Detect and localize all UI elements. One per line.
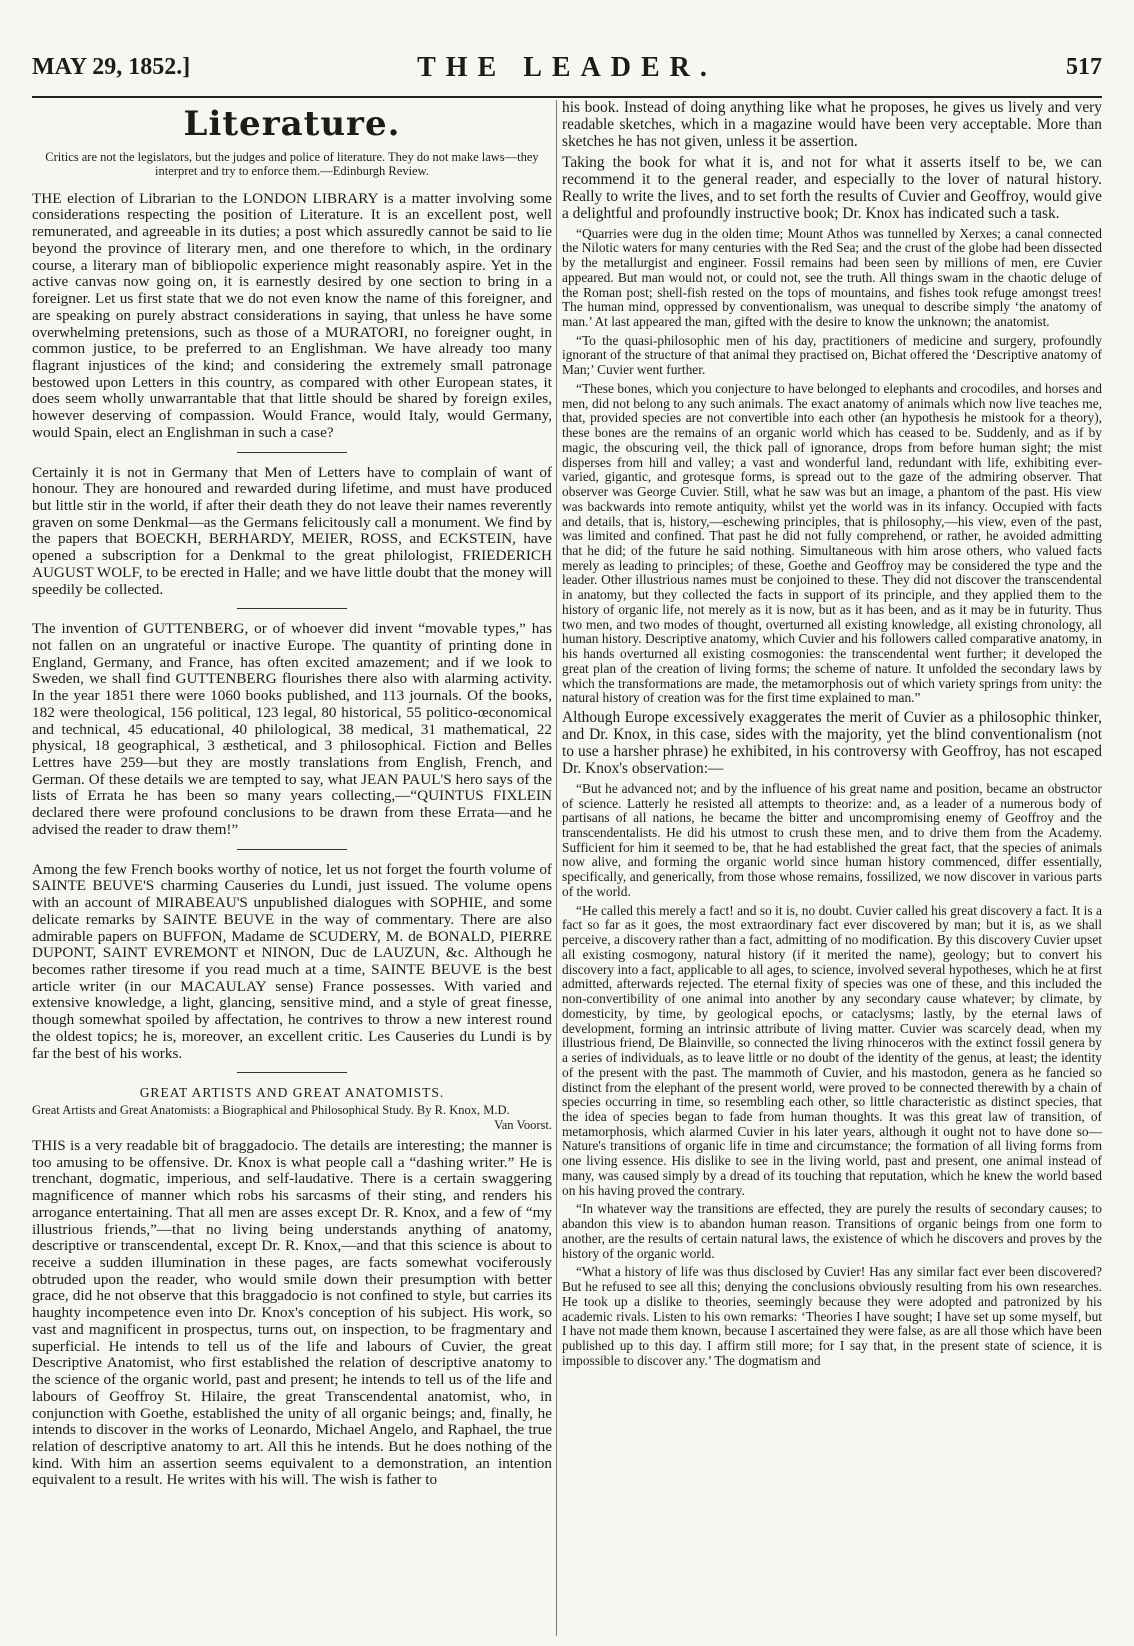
page-number: 517 — [1066, 54, 1102, 80]
right-column — [562, 100, 1102, 1636]
section-title: Literature. — [183, 104, 401, 144]
quotation-paragraph: “Quarries were dug in the olden time; Mount Athos was tunnelled by Xerxes; a canal connected the Nilotic waters for many centuries with the Red Sea; and the crust of the globe had been dissected by the metallurgist and engineer. Fossil remains had been seen by millions of men, ere Cuvier appeared. But man would not, or could not, see the truth. All things swam in the chaotic deluge of the Roman post; shell-fish rested on the tops of mountains, and fishes took refuge amongst trees! The human mind, oppressed by conventionalism, was unequal to describe simply ‘the anatomy of man.’ At last appeared the man, gifted with the desire to know the unknown; the anatomist. — [562, 225, 1102, 329]
quotation-paragraph: “These bones, which you conjecture to have belonged to elephants and crocodiles, and horses and men, did not belong to any such animals. The exact anatomy of animals which now live teaches me, that, provided species are not convertible into each other (an hypothesis he mistook for a theory), these bones are the remains of an organic world which has ceased to be. Suddenly, and as if by magic, the obscuring veil, the thick pall of ignorance, drops from before human sight; the mist disperses from hill and valley; a vast and wonderful land, redundant with life, exhibiting ever-varied, gigantic, and grotesque forms, is spread out to the gaze of the admiring observer. That observer was George Cuvier. Still, what he saw was but an image, a phantom of the past. His view was backwards into remote antiquity, whilst yet the world was in its infancy. Occupied with facts and details, that is, history,—eschewing principles, that is philosophy,—his view, even of the past, was limited and confined. That past he did not fully comprehend, or rather, he avoided admitting that he did; of the future he said nothing. Simultaneous with him arose others, who valued facts merely as leading to principles; of these, Goethe and Geoffroy may be considered the type and the leader. Other illustrious names must be conjoined to these. They did not discover the transcendental in anatomy, but they collected the facts in support of its principle, and they applied them to the history of organic life, not merely as it is now, but as it has been, and as it may be in futurity. Thus two men, and two modes of thought, overturned all existing knowledge, all existing chronology, all human history. Descriptive anatomy, which Cuvier and his followers called comparative anatomy, in his hands overturned all existing cosmogonies: the transcendental went further; it developed the great plan of the creation of living forms; the scheme of nature. It unfolded the secondary laws by which the transformations are made, the metamorphosis out of which variety springs from unity: the natural history of creation was for the first time explained to man.” — [562, 380, 1102, 706]
issue-date: MAY 29, 1852.] — [32, 54, 191, 80]
masthead — [32, 48, 1102, 88]
article-paragraph: THIS is a very readable bit of braggadocio. The details are interesting; the manner is too amusing to be offensive. Dr. Knox is what people call a “dashing writer.” He is trenchant, dogmatic, imperious, and self-laudative. There is a certain swaggering magnificence of manner which robs his sarcasms of their sting, and renders his arrogance entertaining. That all men are asses except Dr. R. Knox, and a few of “my illustrious friends,”—that no living being understands anything of anatomy, descriptive or transcendental, except Dr. R. Knox,—and that this science is about to receive a sudden illumination in these pages, are facts somewhat vociferously obtruded upon the reader, who would smile down their presumption with better grace, did he not observe that this braggadocio is not confined to style, but carries its haughty incompetence even into Dr. Knox's conception of his subject. His work, so vast and magnificent in prospectus, turns out, on inspection, to be fragmentary and superficial. He intends to tell us of the life and labours of Cuvier, the great Descriptive Anatomist, who first established the relation of descriptive anatomy to the science of the organic world, past and present; he intends to tell us of the life and labours of Geoffroy St. Hilaire, the great Transcendental anatomist, who, in conjunction with Goethe, established the unity of all organic beings; and, finally, he intends to discover in the works of Leonardo, Michael Angelo, and Raphael, the true relation of descriptive anatomy to art. All this he intends. But he does nothing of the kind. With him an assertion seems equivalent to a demonstration, an intention equivalent to a result. He writes with his will. The wish is father to — [32, 1137, 552, 1489]
quotation-paragraph: “He called this merely a fact! and so it is, no doubt. Cuvier called his great discovery a fact. It is a fact so far as it goes, the most extraordinary fact ever discovered by man; but it is, as we shall perceive, a discovery rather than a fact, admitting of no modification. By this discovery Cuvier upset all existing cosmogony, natural history (if it merited the name), geology; but to convert his discovery into a fact, applicable to all ages, to science, involved several hypotheses, which he at first admitted, afterwards rejected. The eternal fixity of species was one of these, and this included the non-convertibility of one animal into another by any secondary cause whatever; by climate, by domesticity, by time, by geological epochs, or cataclysms; lastly, by the eternal laws of development, forming an intrinsic attribute of living matter. Cuvier was scarcely dead, when my illustrious friend, De Blainville, so connected the living rhinoceros with the extinct fossil genera by a series of individuals, as to leave little or no doubt of the identity of the genus, at least; the identity of the present with the past. The mammoth of Cuvier, and his mastodon, genera as he fancied so distinct from the elephant of the present world, were proved to be connected therewith by a chain of species occurring in time, so resembling each other, so little characteristic as distinct species, that the idea of species began to fade from human thoughts. It was this great law of transition, of metamorphosis, which alarmed Cuvier in his later years, although it ought not to have done so—Nature's transitions of organic life in time and circumstance; the formation of all living forms from one living essence. His dislike to see in the living world, past and present, one animal instead of many, was caused simply by a dread of its touching that reputation, which he knew the world based on his having proved the contrary. — [562, 902, 1102, 1198]
newspaper-title: THE LEADER. — [417, 52, 717, 83]
citation-publisher: Van Voorst. — [494, 1117, 552, 1132]
separator-rule — [237, 608, 347, 609]
separator-rule — [237, 849, 347, 850]
quotation-paragraph: “What a history of life was thus disclosed by Cuvier! Has any similar fact ever been discovered? But he refused to see all this; denying the conclusions obviously resulting from his own researches. He took up a dislike to theories, seemingly because they were adopted and patronized by his academic rivals. Listen to his own remarks: ‘Theories I have sought; I have set up some myself, but I have not made them known, because I ascertained they were false, as are all those which have been published up to this day. I affirm still more; for I say that, in the present state of science, it is impossible to discover any.’ The dogmatism and — [562, 1264, 1102, 1368]
separator-rule — [237, 1072, 347, 1073]
article-heading: GREAT ARTISTS AND GREAT ANATOMISTS. — [139, 1085, 445, 1101]
epigraph: Critics are not the legislators, but the judges and police of literature. They do not make laws—they interpret and try to enforce them.—Edinburgh Review. — [45, 150, 539, 179]
quotation-paragraph: “In whatever way the transitions are effected, they are purely the results of secondary causes; to abandon this view is to abandon human reason. Transitions of organic beings from one form to another, are the results of certain natural laws, the existence of which he discovers and proves by the history of the organic world. — [562, 1201, 1102, 1261]
quotation-paragraph: “But he advanced not; and by the influence of his great name and position, became an obstructor of science. Latterly he resisted all attempts to theorize: and, as a leader of a numerous body of partisans of all nations, he became the bitter and uncompromising enemy of Geoffroy and the transcendentalists. He did his utmost to crush these men, and to drive them from the Academy. Sufficient for him it seemed to be, that he had established the great fact, that the species of animals now alive, and forming the organic world since human history commenced, differ essentially, specifically, and generically, from those whose remains, fossilized, we now discover in various parts of the world. — [562, 780, 1102, 899]
right-body-paragraph: his book. Instead of doing anything like what he proposes, he gives us lively and very readable sketches, which in a magazine would have been very acceptable. More than sketches he has not given, unless it be assertion. — [562, 100, 1102, 150]
paragraph-sainte-beuve: Among the few French books worthy of notice, let us not forget the fourth volume of SAINTE BEUVE'S charming Causeries du Lundi, just issued. The volume opens with an account of MIRABEAU'S unpublished dialogues with SOPHIE, and some delicate remarks by SAINTE BEUVE in the way of commentary. There are also admirable papers on BUFFON, Madame de SCUDERY, M. de BONALD, PIERRE DUPONT, SAINT EVREMONT et NINON, Duc de LAUZUN, &c. Although he becomes rather tiresome if you read much at a time, SAINTE BEUVE is the best article writer (in our MACAULAY sense) France possesses. With varied and extensive knowledge, a light, glancing, sensitive mind, and a style of great finesse, though somewhat spoiled by affectation, he contrives to throw a new interest round the oldest topics; he is, moreover, an excellent critic. Les Causeries du Lundi is by far the best of his works. — [32, 860, 552, 1062]
separator-rule — [237, 452, 347, 453]
paragraph-germany-honours: Certainly it is not in Germany that Men of Letters have to complain of want of honour. They are honoured and rewarded during lifetime, and must have produced but little stir in the world, if after their death they do not leave their names reverently graven on some Denkmal—as the Germans felicitously call a monument. We find by the papers that BOECKH, BERHARDY, MEIER, ROSS, and ECKSTEIN, have opened a subscription for a Denkmal to the great philologist, FRIEDERICH AUGUST WOLF, to be erected in Halle; and we have little doubt that the money will speedily be collected. — [32, 463, 552, 598]
citation-title: Great Artists and Great Anatomists: a Biographical and Philosophical Study. By R. Knox, M.D. — [32, 1103, 510, 1118]
article-citation — [32, 1103, 552, 1132]
paragraph-london-library: THE election of Librarian to the LONDON LIBRARY is a matter involving some considerations respecting the position of Literature. It is an excellent post, well remunerated, and agreeable in its duties; a post which assuredly cannot be said to lie beyond the province of literary men, and one therefore to which, in the ordinary course, a literary man of bibliopolic experience might reasonably aspire. Yet in the active canvas now going on, it is earnestly desired by one section to bring in a foreigner. Let us first state that we do not even know the name of this foreigner, and are speaking on purely abstract considerations in saying, that unless he have some overwhelming pretensions, such as those of a MURATORI, no foreigner ought, in common justice, to be preferred to an Englishman. We have already too many flagrant injustices of the kind; and considering the extremely small patronage bestowed upon Letters in this country, as compared with other European states, it does seem wholly unwarrantable that that little should be shared by foreign exiles, however deserving of compassion. Would France, would Italy, would Germany, would Spain, elect an Englishman in such a case? — [32, 189, 552, 441]
column-divider — [556, 100, 557, 1636]
right-body-paragraph: Taking the book for what it is, and not for what it asserts itself to be, we can recommend it to the general reader, and especially to the lover of natural history. Really to write the lives, and to set forth the results of Cuvier and Geoffroy, would give a delightful and profoundly instructive book; Dr. Knox has indicated such a task. — [562, 153, 1102, 222]
paragraph-printing-sweden: The invention of GUTTENBERG, or of whoever did invent “movable types,” has not fallen on an ungrateful or inactive Europe. The quantity of printing done in England, Germany, and France, has often excited amazement; and if we look to Sweden, we shall find GUTTENBERG flourishes there also with alarming activity. In the year 1851 there were 1060 books published, and 113 journals. Of the books, 182 were theological, 156 political, 123 legal, 80 historical, 55 politico-œconomical and technical, 45 educational, 40 philological, 38 medical, 31 mathematical, 22 physical, 18 geographical, 3 æsthetical, and 3 philosophical. Fiction and Belles Lettres have 259—but they are mostly translations from English, French, and German. Of these details we are tempted to say, what JEAN PAUL'S hero says of the lists of Errata he has been so many years collecting,—“QUINTUS FIXLEIN declared there were profound conclusions to be drawn from these Errata—and he advised the reader to draw them!” — [32, 620, 552, 838]
masthead-rule — [32, 96, 1102, 98]
left-column — [32, 100, 552, 1636]
right-body-paragraph: Although Europe excessively exaggerates the merit of Cuvier as a philosophic thinker, and Dr. Knox, in this case, sides with the majority, yet the blind conventionalism (not to use a harsher phrase) he exhibited, in his controversy with Geoffroy, has not escaped Dr. Knox's observation:— — [562, 709, 1102, 777]
quotation-paragraph: “To the quasi-philosophic men of his day, practitioners of medicine and surgery, profoundly ignorant of the structure of that animal they practised on, Bichat offered the ‘Descriptive anatomy of Man;’ Cuvier went further. — [562, 332, 1102, 378]
